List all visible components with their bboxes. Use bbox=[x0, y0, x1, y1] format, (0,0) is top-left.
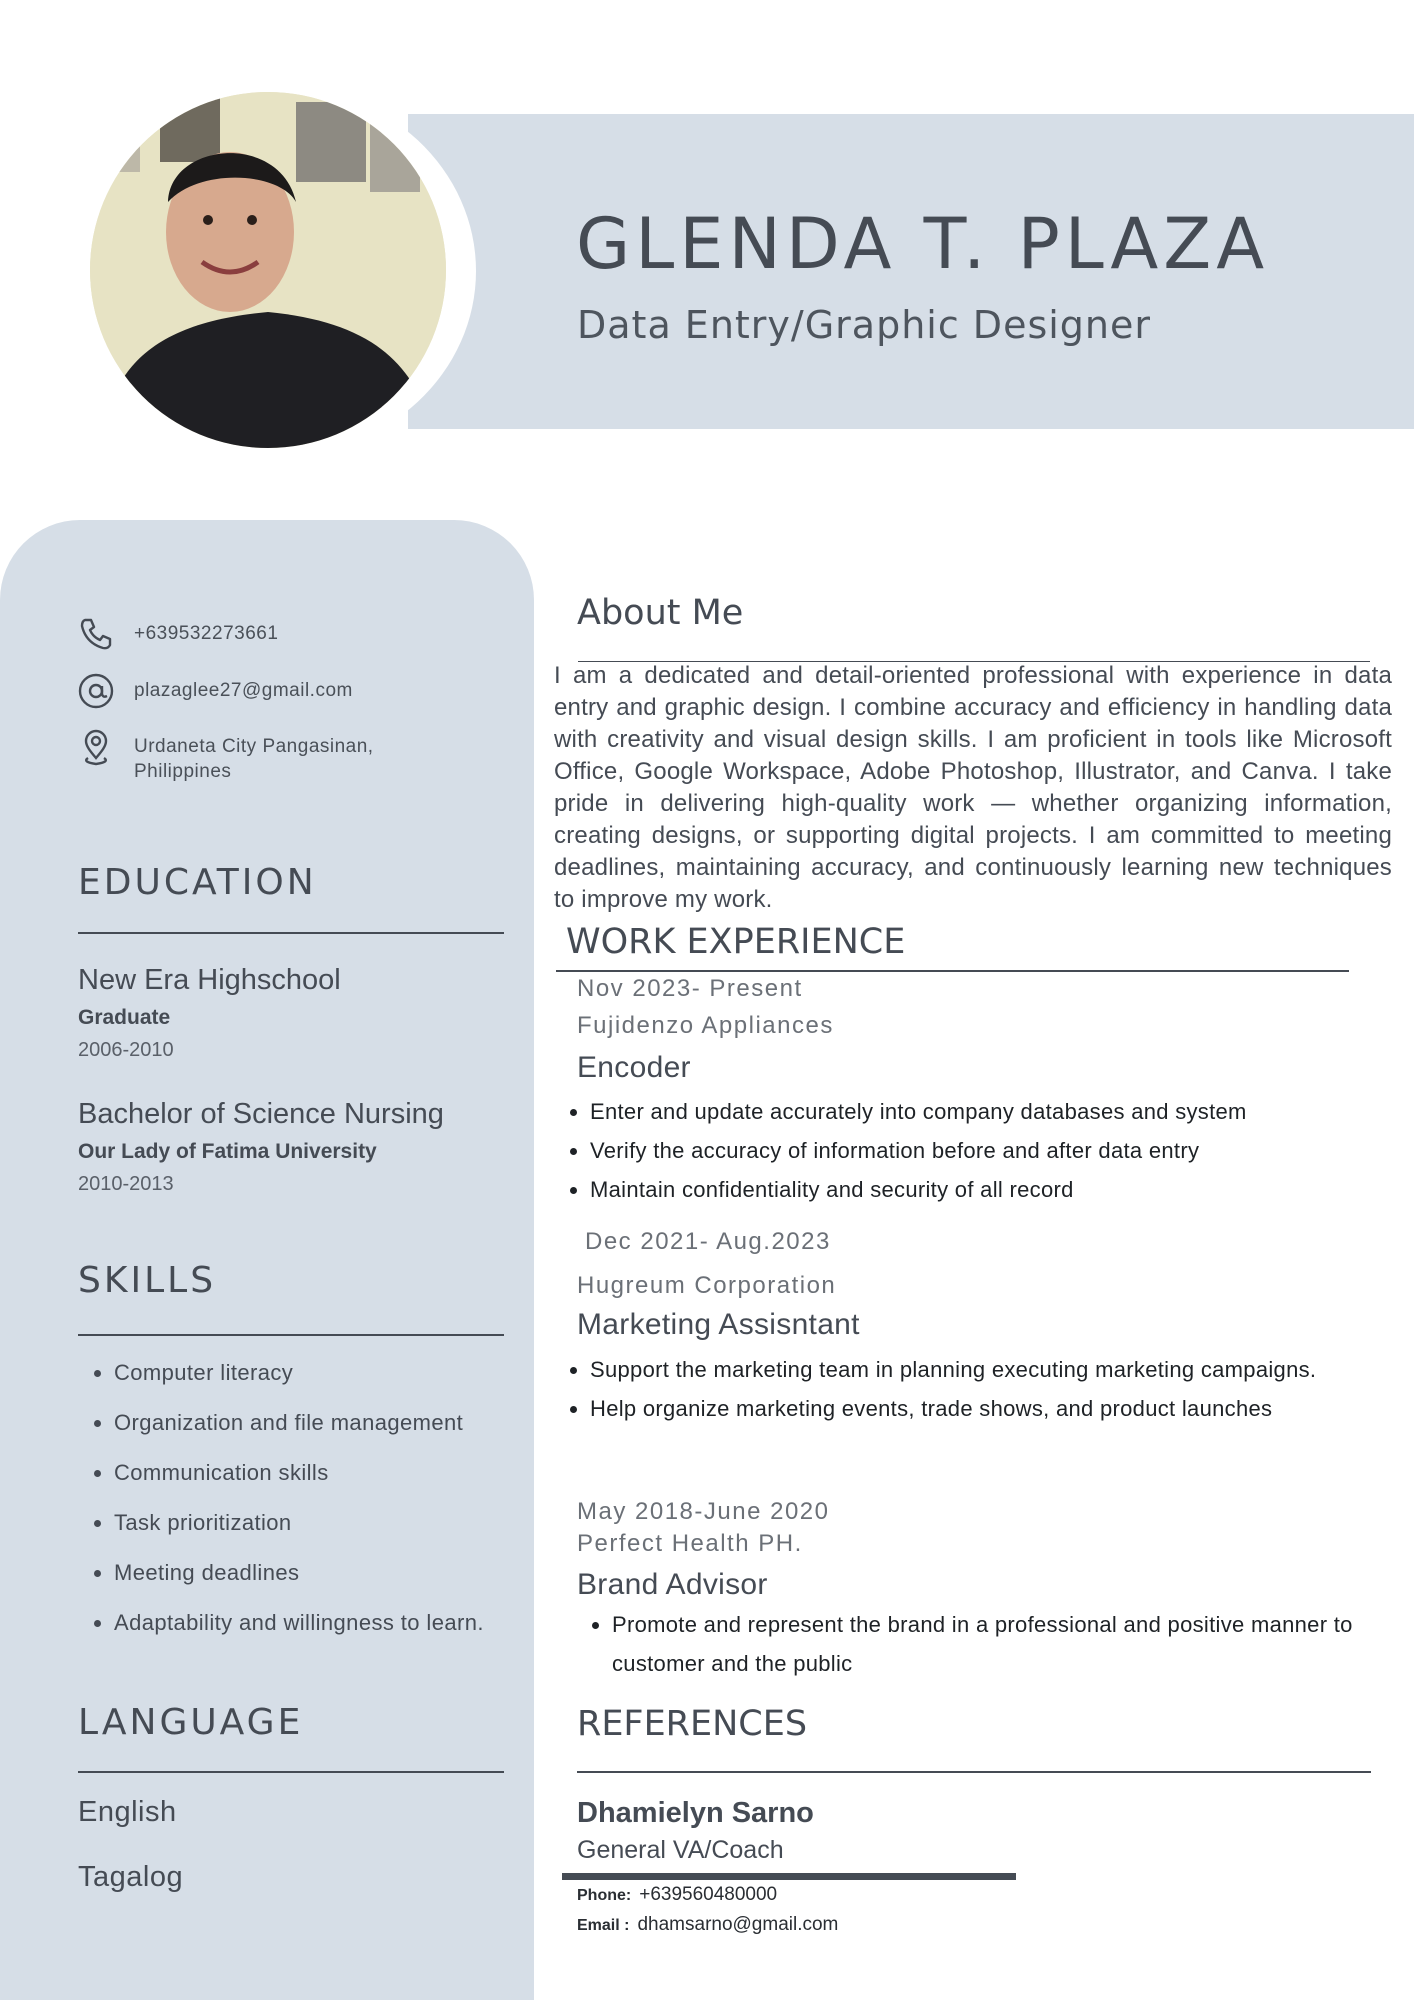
reference-name: Dhamielyn Sarno bbox=[577, 1797, 814, 1829]
language-divider bbox=[78, 1771, 504, 1773]
contact-phone: +639532273661 bbox=[134, 623, 279, 644]
reference-email bbox=[577, 1914, 838, 1936]
references-heading: REFERENCES bbox=[577, 1704, 808, 1744]
references-divider bbox=[577, 1771, 1371, 1773]
education-years: 2010-2013 bbox=[78, 1173, 174, 1195]
skills-divider bbox=[78, 1334, 504, 1336]
work-heading: WORK EXPERIENCE bbox=[566, 922, 906, 962]
about-text: I am a dedicated and detail-oriented professional with experience in data entry and graphic design. I combine accuracy and efficiency in handling data with creativity and visual design skills. I am proficient in tools like Microsoft Office, Google Workspace, Adobe Photoshop, Illustrator, and Canva. I take pride in delivering high-quality work — whether organizing information, creating designs, or supporting digital projects. I am committed to meeting deadlines, maintaining accuracy, and continuously learning new techniques to improve my work. bbox=[554, 662, 1392, 913]
contact-email: plazaglee27@gmail.com bbox=[134, 680, 353, 701]
contact-address bbox=[134, 734, 374, 784]
language-item: Tagalog bbox=[78, 1861, 184, 1893]
skill-item: • Organization and file management bbox=[114, 1404, 484, 1454]
about-heading: About Me bbox=[577, 593, 744, 633]
education-school: Bachelor of Science Nursing bbox=[78, 1098, 444, 1130]
job-duty: • Maintain confidentiality and security of all record bbox=[590, 1170, 1247, 1209]
job-duties bbox=[556, 1092, 1247, 1209]
phone-icon bbox=[76, 614, 116, 654]
job-duties bbox=[578, 1605, 1372, 1683]
skill-item: • Adaptability and willingness to learn. bbox=[114, 1604, 484, 1654]
job-date: Dec 2021- Aug.2023 bbox=[585, 1228, 831, 1255]
education-years: 2006-2010 bbox=[78, 1039, 174, 1061]
skill-item: • Communication skills bbox=[114, 1454, 484, 1504]
education-degree: Graduate bbox=[78, 1006, 171, 1029]
education-degree: Our Lady of Fatima University bbox=[78, 1140, 377, 1163]
job-company: Perfect Health PH. bbox=[577, 1530, 803, 1557]
job-duty: • Promote and represent the brand in a professional and positive manner to customer and the public bbox=[612, 1605, 1372, 1683]
job-role: Brand Advisor bbox=[577, 1568, 768, 1601]
job-duty: • Help organize marketing events, trade shows, and product launches bbox=[590, 1389, 1350, 1428]
skill-item: • Computer literacy bbox=[114, 1354, 484, 1404]
job-company: Hugreum Corporation bbox=[577, 1272, 837, 1299]
education-heading: EDUCATION bbox=[78, 862, 317, 903]
address-line-2: Philippines bbox=[134, 761, 232, 782]
reference-role: General VA/Coach bbox=[577, 1836, 784, 1864]
education-divider bbox=[78, 932, 504, 934]
job-date: Nov 2023- Present bbox=[577, 975, 803, 1002]
language-heading: LANGUAGE bbox=[78, 1702, 304, 1743]
candidate-name: GLENDA T. PLAZA bbox=[576, 203, 1270, 285]
education-school: New Era Highschool bbox=[78, 964, 341, 996]
reference-phone-value: +639560480000 bbox=[639, 1884, 778, 1905]
reference-email-value: dhamsarno@gmail.com bbox=[637, 1914, 839, 1935]
reference-email-label: Email : bbox=[577, 1917, 630, 1934]
job-duty: • Support the marketing team in planning executing marketing campaigns. bbox=[590, 1350, 1350, 1389]
job-date: May 2018-June 2020 bbox=[577, 1498, 830, 1525]
job-duty: • Verify the accuracy of information before and after data entry bbox=[590, 1131, 1247, 1170]
at-sign-icon bbox=[76, 671, 116, 711]
job-role: Marketing Assisntant bbox=[577, 1308, 860, 1341]
reference-accent-bar bbox=[562, 1873, 1016, 1880]
job-duty: • Enter and update accurately into company databases and system bbox=[590, 1092, 1247, 1131]
job-role: Encoder bbox=[577, 1051, 691, 1084]
work-divider bbox=[556, 970, 1349, 972]
profile-photo bbox=[90, 92, 446, 448]
language-item: English bbox=[78, 1796, 177, 1828]
address-line-1: Urdaneta City Pangasinan, bbox=[134, 736, 374, 757]
job-title: Data Entry/Graphic Designer bbox=[577, 303, 1152, 347]
skills-heading: SKILLS bbox=[78, 1260, 217, 1301]
skill-item: • Meeting deadlines bbox=[114, 1554, 484, 1604]
reference-phone-label: Phone: bbox=[577, 1887, 632, 1904]
skills-list bbox=[78, 1354, 484, 1654]
skill-item: • Task prioritization bbox=[114, 1504, 484, 1554]
reference-phone bbox=[577, 1884, 777, 1906]
location-pin-icon bbox=[76, 728, 116, 768]
job-duties bbox=[556, 1350, 1350, 1428]
job-company: Fujidenzo Appliances bbox=[577, 1012, 834, 1039]
